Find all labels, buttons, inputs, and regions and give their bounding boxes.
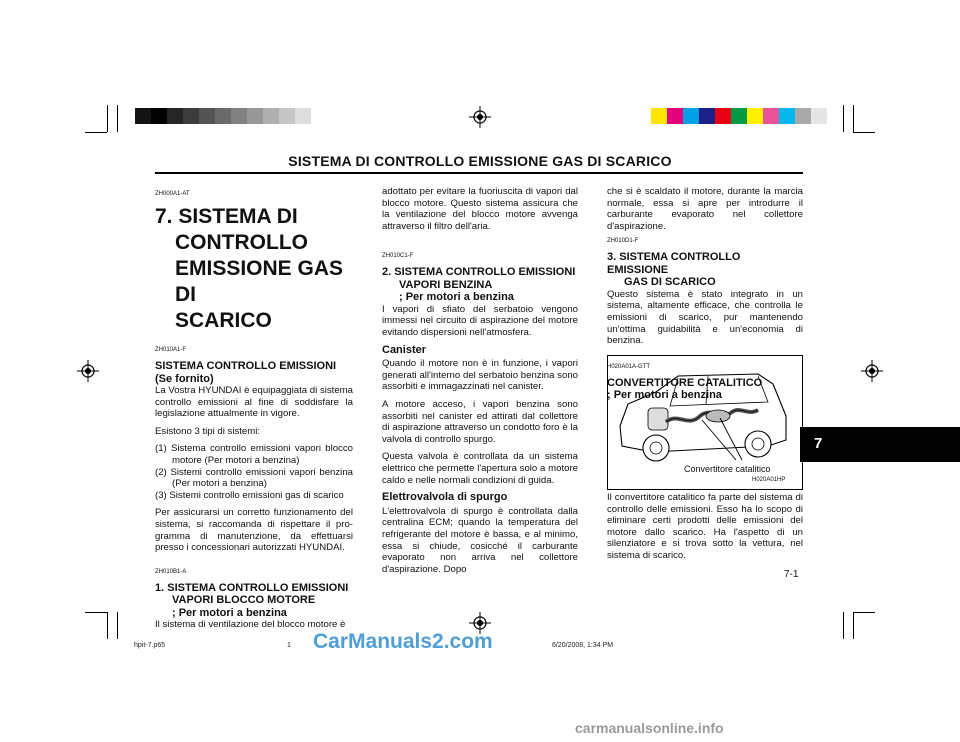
color-swatch	[135, 108, 151, 124]
footer-date: 6/20/2008, 1:34 PM	[552, 642, 614, 649]
page-number: 7-1	[784, 569, 799, 580]
left-column	[155, 190, 353, 637]
color-swatch	[811, 108, 827, 124]
color-swatch	[715, 108, 731, 124]
crop-mark	[117, 105, 118, 132]
section-code: ZH010C1-F	[382, 253, 414, 260]
catalytic-converter-figure	[607, 355, 803, 490]
section-title: CONVERTITORE CATALITICO ; Per motori a benzina	[607, 376, 763, 402]
paragraph: adottato per evitare la fuoriuscita di vapori dal blocco motore. Questo sistema assicura che la ventilazione del blocco motore avvenga attraverso il filtro dell'aria.	[382, 186, 578, 232]
color-swatch	[763, 108, 779, 124]
color-swatch	[167, 108, 183, 124]
crop-mark	[853, 612, 854, 639]
paragraph: Questa valvola è controllata da un sistema elettrico che permette l'apertura solo a motore caldo e nelle normali condizioni di guida.	[382, 451, 578, 486]
paragraph: Quando il motore non è in funzione, i vapori generati all'interno del serbatoio benzina sono assorbiti e immagazzinati nel canister.	[382, 358, 578, 393]
middle-column	[382, 186, 578, 581]
list-item: (1) Sistema controllo emissioni vapori blocco motore (Per motori a benzina)	[155, 443, 353, 466]
crop-mark	[843, 612, 844, 639]
subsection-title: Canister	[382, 343, 427, 356]
registration-mark-icon	[469, 106, 491, 128]
color-swatch	[295, 108, 311, 124]
section-code: ZH010B1-A	[155, 568, 187, 575]
color-swatch	[151, 108, 167, 124]
paragraph: A motore acceso, i vapori benzina sono assorbiti nel canister ed attirati dal collettore di aspirazione attraverso un condotto foro è la valvola di controllo spurgo.	[382, 399, 578, 445]
section-code: ZH010A1-F	[155, 347, 187, 353]
section-code: ZH010D1-F	[607, 238, 639, 245]
paragraph: Questo sistema è stato integrato in un sistema, altamente efficace, che controlla le emissioni di scarico, pur mantenendo un'ottima guidabilità e un'economia di benzina.	[607, 288, 803, 347]
section-title: 2. SISTEMA CONTROLLO EMISSIONI VAPORI BENZINA ; Per motori a benzina	[382, 266, 576, 304]
crop-mark	[853, 105, 854, 132]
chapter-tab: 7	[800, 427, 960, 462]
color-swatch	[247, 108, 263, 124]
crop-mark	[117, 612, 118, 639]
section-title: SISTEMA CONTROLLO EMISSIONI (Se fornito)	[155, 360, 337, 385]
footer-page: 1	[287, 642, 291, 649]
color-swatch	[263, 108, 279, 124]
paragraph: che si è scaldato il motore, durante la marcia normale, essa si apre per introdurre il carburante evaporato nel collettore d'aspirazione.	[607, 186, 803, 232]
crop-mark	[85, 132, 107, 133]
chapter-title: 7. SISTEMA DI CONTROLLO EMISSIONE GAS DI SCARICO	[155, 205, 344, 332]
section-title: 1. SISTEMA CONTROLLO EMISSIONI VAPORI BLOCCO MOTORE ; Per motori a benzina	[155, 581, 349, 619]
color-swatch	[683, 108, 699, 124]
color-swatch	[779, 108, 795, 124]
subsection-title: Elettrovalvola di spurgo	[382, 491, 508, 504]
crop-mark	[107, 612, 108, 639]
footer-file: hpit-7.p65	[134, 642, 166, 649]
crop-mark	[853, 612, 875, 613]
section-title: 3. SISTEMA CONTROLLO EMISSIONE GAS DI SCARICO	[607, 251, 741, 289]
paragraph: L'elettrovalvola di spurgo è controllata dalla centralina ECM; quando la temperatura del refrigerante del motore è bassa, e al minimo, essa si chiude, cosicché il carburante evaporato non arriva nel collettore d'aspirazione. Dopo	[382, 505, 578, 575]
color-swatch	[183, 108, 199, 124]
crop-mark	[853, 132, 875, 133]
color-swatch	[667, 108, 683, 124]
paragraph: La Vostra HYUNDAI è equipaggiata di sistema controllo emissioni al fine di soddisfare la legislazione attualmente in vigore.	[155, 385, 353, 420]
paragraph: Il convertitore catalitico fa parte del sistema di controllo delle emissioni. Esso ha lo scopo di eliminare certi prodotti delle emissioni del motore dallo scarico. Ha l'aspetto di un silenziatore e si trova sotto la vettura, nel sistema di scarico.	[607, 492, 803, 561]
list-item: (2) Sistemi controllo emissioni vapori benzina (Per motori a benzina)	[155, 466, 353, 490]
paragraph: I vapori di sfiato del serbatoio vengono immessi nel circuito di aspirazione del motore evitando dispersioni nell'atmosfera.	[382, 303, 578, 339]
color-swatch	[795, 108, 811, 124]
color-swatch	[699, 108, 715, 124]
color-swatch	[651, 108, 667, 124]
color-swatch	[215, 108, 231, 124]
section-code: ZH000A1-AT	[155, 191, 190, 197]
watermark-carmanualsonline[interactable]: carmanualsonline.info	[575, 720, 724, 736]
list-item: (3) Sistemi controllo emissioni gas di scarico	[155, 489, 344, 501]
crop-mark	[107, 105, 108, 132]
figure-code: H020A01HP	[752, 477, 786, 483]
figure-caption: Convertitore catalitico	[684, 464, 771, 474]
crop-mark	[843, 105, 844, 132]
color-swatch	[747, 108, 763, 124]
registration-mark-icon	[77, 360, 99, 382]
color-swatch	[231, 108, 247, 124]
section-code: H020A01A-GTT	[607, 363, 651, 370]
color-swatch	[279, 108, 295, 124]
page-header-title: SISTEMA DI CONTROLLO EMISSIONE GAS DI SCARICO	[288, 153, 672, 169]
header-rule	[155, 172, 803, 174]
paragraph: Esistono 3 tipi di sistemi:	[155, 425, 261, 437]
right-column-bottom	[607, 492, 803, 568]
paragraph: Il sistema di ventilazione del blocco motore è	[155, 619, 346, 631]
paragraph: Per assicurarsi un corretto funzionamento del sistema, si raccomanda di rispettare il pro-gramma di manutenzione, da effettuarsi presso i concessionari autorizzati HYUNDAI.	[155, 507, 353, 554]
watermark-carmanuals2[interactable]: CarManuals2.com	[313, 630, 493, 653]
color-swatch	[731, 108, 747, 124]
crop-mark	[85, 612, 107, 613]
color-swatch	[199, 108, 215, 124]
registration-mark-icon	[861, 360, 883, 382]
